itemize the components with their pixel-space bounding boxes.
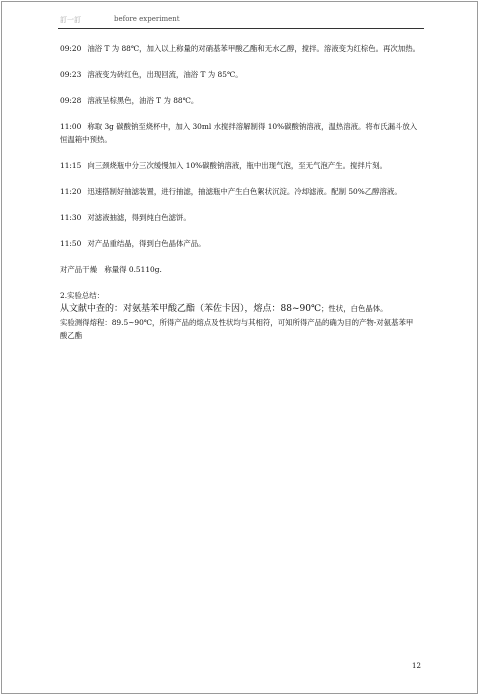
entry-time: 09:28	[60, 96, 82, 105]
entry-text: 溶液变为砖红色，出现回流，油浴 T 为 85℃。	[87, 70, 243, 79]
log-entry-1150	[60, 237, 420, 250]
header-left-text: 訂一訂	[60, 16, 81, 24]
header-rule	[58, 28, 424, 29]
experiment-summary	[60, 289, 420, 342]
log-entry-0923	[60, 68, 420, 81]
entry-text: 溶液呈棕黑色，油浴 T 为 88℃。	[87, 96, 199, 105]
log-entry-1100	[60, 120, 420, 146]
entry-text: 迅速搭制好抽滤装置，进行抽滤，抽滤瓶中产生白色絮状沉淀。冷却滤液。配制 50%乙醇溶液。	[87, 187, 402, 196]
entry-time: 09:23	[60, 70, 82, 79]
log-entry-1120	[60, 185, 420, 198]
entry-time: 11:15	[60, 161, 82, 170]
page-number: 12	[412, 662, 421, 670]
entry-time: 11:30	[60, 213, 82, 222]
entry-text: 对滤液抽滤，得到纯白色滤饼。	[87, 213, 191, 222]
summary-heading: 2.实验总结：	[60, 291, 105, 300]
log-entry-0928	[60, 94, 420, 107]
log-entry-0920	[60, 42, 420, 55]
entry-time: 11:20	[60, 187, 82, 196]
entry-time: 11:50	[60, 239, 82, 248]
entry-text: 油浴 T 为 88℃，加入以上称量的对硝基苯甲酸乙酯和无水乙醇，搅拌。溶液变为红棕色。再次加热。	[87, 44, 420, 53]
log-entry-1115	[60, 159, 420, 172]
entry-text: 向三颈烧瓶中分三次缓慢加入 10%碳酸钠溶液，瓶中出现气泡，至无气泡产生。搅拌片刻。	[87, 161, 387, 170]
entry-text: 对产品重结晶，得到白色晶体产品。	[87, 239, 206, 248]
measured-result: 实验测得熔程：89.5~90℃，所得产品的熔点及性状均与其相符，可知所得产品的确为目的产物-对氨基苯甲酸乙酯	[60, 318, 414, 340]
literature-lead: 从文献中查的：对氨基苯甲酸乙酯（苯佐卡因），熔点：88~90℃	[60, 304, 322, 314]
entry-text: 称取 3g 碳酸钠至烧杯中，加入 30ml 水搅拌溶解制得 10%碳酸钠溶液，温热溶液。将布氏漏斗放入恒温箱中预热。	[60, 122, 418, 144]
document-body	[60, 42, 420, 342]
entry-time: 09:20	[60, 44, 82, 53]
literature-values	[60, 302, 420, 316]
page-header	[60, 15, 423, 27]
entry-time: 11:00	[60, 122, 82, 131]
literature-tail: ；性状，白色晶体。	[321, 304, 388, 313]
drying-note: 对产品干燥 称量得 0.5110g.	[60, 265, 162, 274]
log-entry-1130	[60, 211, 420, 224]
header-title: before experiment	[114, 15, 180, 23]
